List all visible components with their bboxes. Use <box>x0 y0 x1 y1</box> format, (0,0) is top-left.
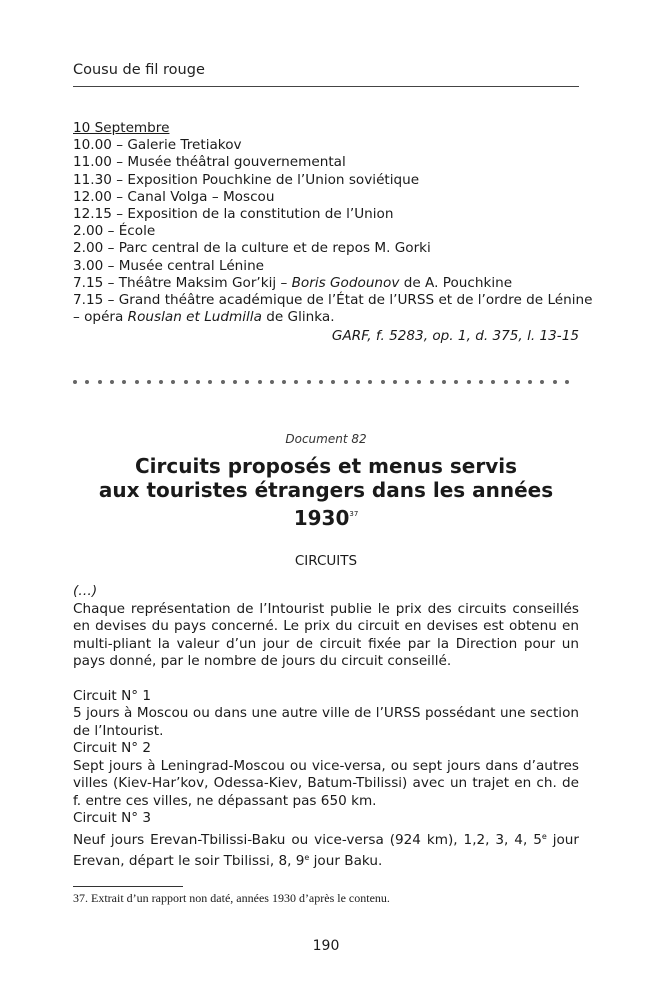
separator-dot <box>368 380 372 384</box>
separator-dot <box>405 380 409 384</box>
separator-dot <box>245 380 249 384</box>
header-rule <box>73 86 579 87</box>
separator-dot <box>73 380 77 384</box>
schedule-line: 7.15 – Grand théâtre académique de l’État de l’URSS et de l’ordre de Lénine <box>73 292 593 309</box>
title-line <box>73 502 579 530</box>
circuit-text <box>73 828 579 871</box>
separator-dot <box>344 380 348 384</box>
circuit-text: Sept jours à Leningrad-Moscou ou vice-versa, ou sept jours dans d’autres villes (Kiev-Har’kov, Odessa-Kiev, Batum-Tbilissi) avec un trajet en ch. de f. entre ces villes, ne dépassant pas 650 km. <box>73 757 579 809</box>
archive-source: GARF, f. 5283, op. 1, d. 375, l. 13-15 <box>331 328 579 345</box>
schedule-line: 12.15 – Exposition de la constitution de l’Union <box>73 206 394 223</box>
title-line: aux touristes étrangers dans les années <box>98 478 554 502</box>
ordinal: e <box>541 831 547 841</box>
separator-dot <box>147 380 151 384</box>
intro-paragraph: Chaque représentation de l’Intourist publie le prix des circuits conseillés en devises du pays concerné. Le prix du circuit en devises est obtenu en multi-pliant la valeur d’un jour de circuit fixée par la Direction pour un pays donné, par le nombre de jours du circuit conseillé. <box>73 600 579 669</box>
circuit-label: Circuit N° 3 <box>73 810 152 826</box>
text: de A. Pouchkine <box>399 274 513 291</box>
circuit-label: Circuit N° 1 <box>73 687 152 704</box>
footnote: 37. Extrait d’un rapport non daté, années 1930 d’après le contenu. <box>73 891 390 905</box>
schedule-line-opera <box>73 309 579 326</box>
separator-dot <box>258 380 262 384</box>
text: – opéra <box>73 309 128 326</box>
separator-dot <box>528 380 532 384</box>
schedule-list <box>73 120 593 346</box>
ellipsis: (…) <box>73 583 98 599</box>
separator-dot <box>85 380 89 384</box>
circuit-label: Circuit N° 2 <box>73 740 152 756</box>
footnote-ref: 37 <box>349 510 359 518</box>
separator-dot <box>381 380 385 384</box>
separator-dot <box>196 380 200 384</box>
schedule-line: 11.30 – Exposition Pouchkine de l’Union soviétique <box>73 171 420 188</box>
body-text <box>73 583 579 871</box>
ordinal: e <box>304 853 310 862</box>
schedule-date: 10 Septembre <box>73 120 170 136</box>
title-line: Circuits proposés et menus servis <box>134 454 518 478</box>
text: de Glinka. <box>261 309 335 326</box>
section-title: CIRCUITS <box>294 553 358 569</box>
schedule-line: 2.00 – Parc central de la culture et de repos M. Gorki <box>73 240 431 257</box>
separator-dot <box>553 380 557 384</box>
separator-dot <box>294 380 298 384</box>
separator-dot <box>454 380 458 384</box>
separator-dot <box>319 380 323 384</box>
separator-dot <box>233 380 237 384</box>
text: 7.15 – Théâtre Maksim Gor’kij – <box>73 274 292 291</box>
separator-dot <box>282 380 286 384</box>
circuit-text: 5 jours à Moscou ou dans une autre ville de l’URSS possédant une section de l’Intourist. <box>73 705 579 739</box>
play-title: Boris Godounov <box>291 274 400 291</box>
separator-dot <box>208 380 212 384</box>
text: Neuf jours Erevan-Tbilissi-Baku ou vice-versa (924 km), 1,2, 3, 4, 5 <box>73 831 542 848</box>
separator-dot <box>479 380 483 384</box>
schedule-line: 2.00 – École <box>73 223 156 240</box>
footnote-rule <box>73 886 183 887</box>
separator-dot <box>442 380 446 384</box>
document-title <box>73 454 579 530</box>
schedule-line: 12.00 – Canal Volga – Moscou <box>73 188 275 205</box>
document-number: Document 82 <box>285 432 367 446</box>
title-year: 1930 <box>293 506 350 530</box>
separator-dot <box>270 380 274 384</box>
separator-dot <box>417 380 421 384</box>
schedule-line: 10.00 – Galerie Tretiakov <box>73 137 242 154</box>
schedule-line: 11.00 – Musée théâtral gouvernemental <box>73 154 346 171</box>
separator-dot <box>135 380 139 384</box>
separator-dot <box>171 380 175 384</box>
opera-title: Rouslan et Ludmilla <box>127 309 262 326</box>
text: jour Erevan, départ le soir Tbilissi, 8, 9 <box>73 831 579 869</box>
separator-dot <box>516 380 520 384</box>
separator-dot <box>356 380 360 384</box>
separator-dot <box>504 380 508 384</box>
separator-dot <box>221 380 225 384</box>
dotted-separator <box>73 378 579 388</box>
schedule-line: 3.00 – Musée central Lénine <box>73 257 265 274</box>
separator-dot <box>565 380 569 384</box>
separator-dot <box>110 380 114 384</box>
separator-dot <box>331 380 335 384</box>
separator-dot <box>98 380 102 384</box>
separator-dot <box>491 380 495 384</box>
running-header: Cousu de fil rouge <box>73 62 205 78</box>
separator-dot <box>430 380 434 384</box>
separator-dot <box>184 380 188 384</box>
separator-dot <box>122 380 126 384</box>
schedule-line-theatre <box>73 275 579 292</box>
text: jour Baku. <box>309 853 383 869</box>
separator-dot <box>307 380 311 384</box>
separator-dot <box>467 380 471 384</box>
page-number: 190 <box>312 938 340 954</box>
separator-dot <box>159 380 163 384</box>
separator-dot <box>393 380 397 384</box>
separator-dot <box>540 380 544 384</box>
